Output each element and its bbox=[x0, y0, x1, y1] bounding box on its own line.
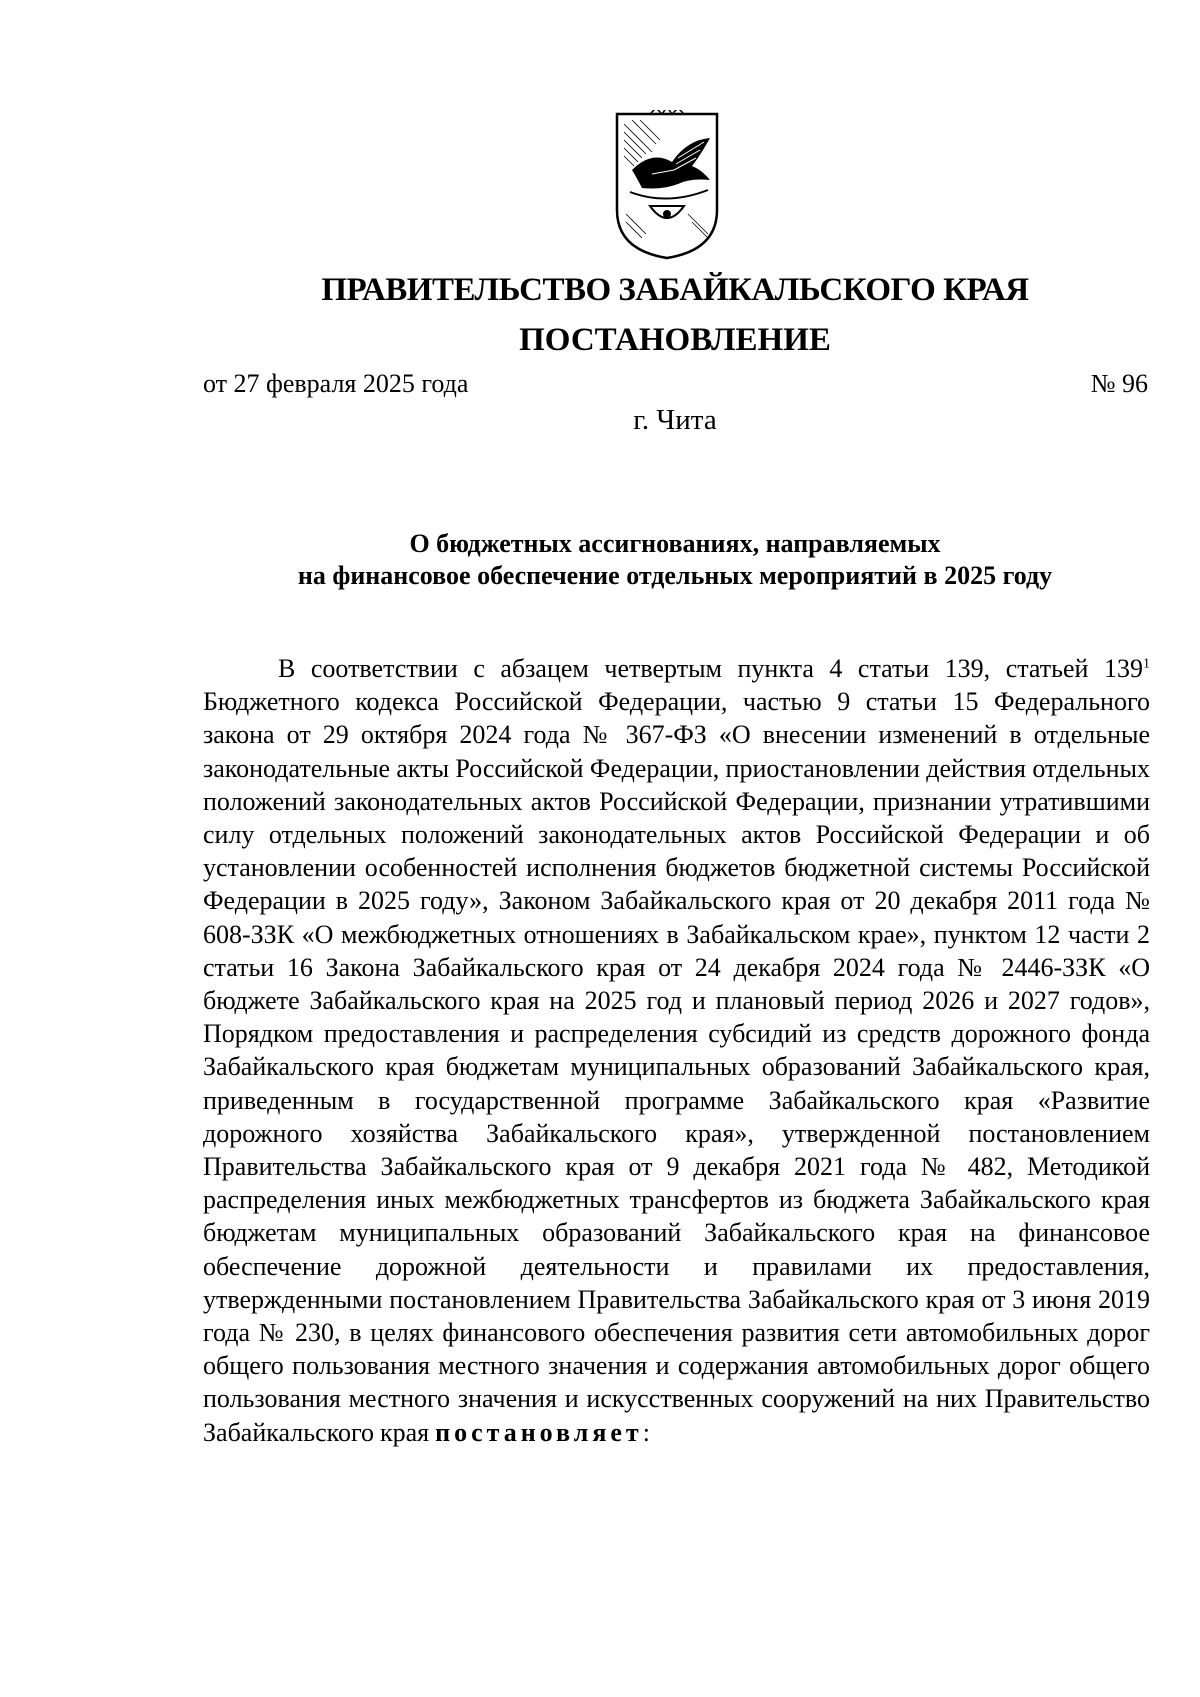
document-type: ПОСТАНОВЛЕНИЕ bbox=[519, 322, 831, 358]
body-ending: : bbox=[642, 1417, 650, 1447]
document-body-paragraph bbox=[203, 652, 1150, 1449]
subject-line-1: О бюджетных ассигнованиях, направляемых bbox=[409, 529, 941, 558]
coat-of-arms-emblem-icon bbox=[612, 110, 722, 262]
body-superscript: 1 bbox=[1143, 656, 1150, 672]
document-subject bbox=[200, 528, 1150, 592]
document-city: г. Чита bbox=[633, 404, 717, 436]
document-date: от 27 февраля 2025 года bbox=[203, 369, 469, 398]
body-emphasis: постановляет bbox=[435, 1417, 643, 1447]
subject-line-2: на финансовое обеспечение отдельных мероприятий в 2025 году bbox=[297, 561, 1053, 590]
body-text-part2: Бюджетного кодекса Российской Федерации, частью 9 статьи 15 Федерального закона от 29 октября 2024 года № 367-ФЗ «О внесении изменений в отдельные законодательные акты Российской Федерации, приостановлении действия отдельных положений законодательных актов Российской Федерации, признании утратившими силу отдельных положений законодательных актов Российской Федерации и об установлении особенностей исполнения бюджетов бюджетной системы Российской Федерации в 2025 году», Законом Забайкальского края от 20 декабря 2011 года № 608-ЗЗК «О межбюджетных отношениях в Забайкальском крае», пунктом 12 части 2 статьи 16 Закона Забайкальского края от 24 декабря 2024 года № 2446-ЗЗК «О бюджете Забайкальского края на 2025 год и плановый период 2026 и 2027 годов», Порядком предоставления и распределения субсидий из средств дорожного фонда Забайкальского края бюджетам муниципальных образований Забайкальского края, приведенным в государственной программе Забайкальского края «Развитие дорожного хозяйства Забайкальского края», утвержденной постановлением Правительства Забайкальского края от 9 декабря 2021 года № 482, Методикой распределения иных межбюджетных трансфертов из бюджета Забайкальского края бюджетам муниципальных образований Забайкальского края на финансовое обеспечение дорожной деятельности и правилами их предоставления, утвержденными постановлением Правительства Забайкальского края от 3 июня 2019 года № 230, в целях финансового обеспечения развития сети автомобильных дорог общего пользования местного значения и содержания автомобильных дорог общего пользования местного значения и искусственных сооружений на них Правительство Забайкальского края bbox=[203, 687, 1150, 1447]
document-number: № 96 bbox=[1090, 369, 1148, 398]
body-text-part1: В соответствии с абзацем четвертым пункта 4 статьи 139, статьей 139 bbox=[278, 654, 1143, 683]
organization-title: ПРАВИТЕЛЬСТВО ЗАБАЙКАЛЬСКОГО КРАЯ bbox=[321, 272, 1029, 308]
